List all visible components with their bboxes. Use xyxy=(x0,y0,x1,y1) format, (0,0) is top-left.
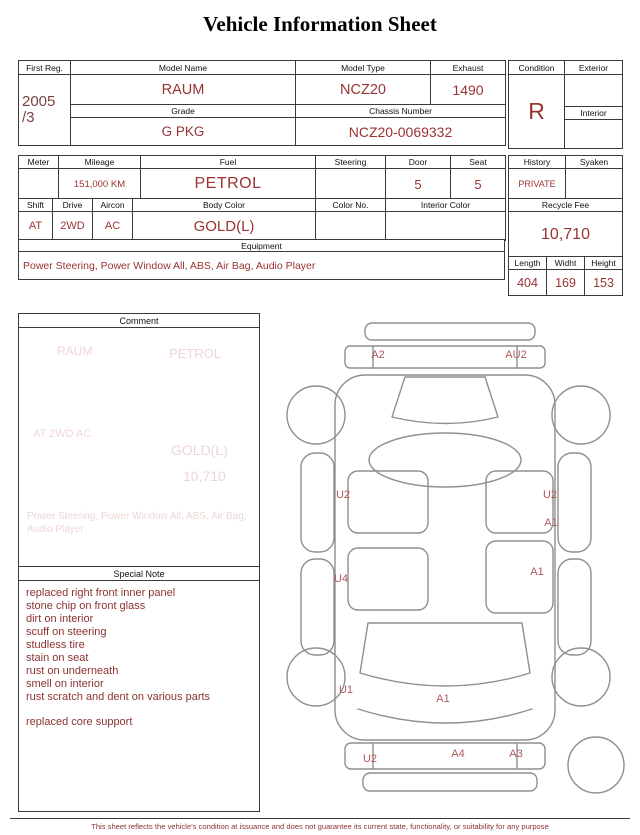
chassis-number-value: NCZ20-0069332 xyxy=(296,118,506,146)
first-reg-label: First Reg. xyxy=(19,61,71,75)
recycle-fee-value: 10,710 xyxy=(509,212,623,258)
wheel-rear-left xyxy=(287,648,345,706)
interior-value xyxy=(565,120,623,149)
condition-header-row xyxy=(509,61,623,75)
left-rear-door xyxy=(301,559,334,655)
damage-label: A4 xyxy=(451,748,465,760)
damage-label: AU2 xyxy=(505,349,527,361)
drive-value: 2WD xyxy=(53,212,93,241)
seat-mid-left xyxy=(348,548,428,610)
damage-label: A1 xyxy=(436,693,450,705)
fuel-value: PETROL xyxy=(141,169,316,200)
model-type-label: Model Type xyxy=(296,61,431,75)
shift-label: Shift xyxy=(19,199,53,212)
grade-value: G PKG xyxy=(71,118,296,146)
seat-label: Seat xyxy=(451,156,506,169)
interior-label: Interior xyxy=(565,107,623,120)
special-note-list xyxy=(19,581,259,729)
windshield xyxy=(369,433,521,487)
ghost-text: RAUM xyxy=(57,344,93,358)
dimensions-value-row xyxy=(509,270,623,296)
chassis-number-label: Chassis Number xyxy=(296,105,506,118)
damage-label: A1 xyxy=(544,517,558,529)
recycle-fee-value-row xyxy=(509,212,623,258)
comment-header: Comment xyxy=(19,314,259,328)
exterior-value xyxy=(565,75,623,107)
history-value-row xyxy=(509,169,623,199)
damage-label: A1 xyxy=(530,566,544,578)
syaken-value xyxy=(566,169,623,199)
hood-panel xyxy=(392,377,498,424)
special-note-item: smell on interior xyxy=(26,678,104,690)
fuel-label: Fuel xyxy=(141,156,316,169)
seat-value: 5 xyxy=(451,169,506,200)
damage-label: U1 xyxy=(338,684,354,696)
specs-a-header-row xyxy=(19,156,506,169)
damage-label: U4 xyxy=(333,573,349,585)
right-rear-door xyxy=(558,559,591,655)
ghost-text: 10,710 xyxy=(183,468,226,484)
equipment-label: Equipment xyxy=(19,240,505,252)
dimensions-header-row xyxy=(509,257,623,270)
history-table xyxy=(508,155,623,258)
ghost-text: PETROL xyxy=(169,346,222,361)
interior-color-value xyxy=(386,212,506,241)
ghost-text: Power Steering, Power Window All, ABS, Air Bag, Audio Player xyxy=(27,511,247,535)
width-label: Widht xyxy=(547,257,585,270)
damage-label: A3 xyxy=(509,748,523,760)
model-name-label: Model Name xyxy=(71,61,296,75)
history-value: PRIVATE xyxy=(509,169,566,199)
door-value: 5 xyxy=(386,169,451,200)
first-reg-month: /3 xyxy=(22,109,35,126)
grade-header-row xyxy=(19,105,506,118)
specs-a-value-row xyxy=(19,169,506,200)
special-note-item: dirt on interior xyxy=(26,613,94,625)
interior-color-label: Interior Color xyxy=(386,199,506,212)
damage-labels xyxy=(334,349,558,765)
special-note-item: stone chip on front glass xyxy=(26,600,146,612)
bottom-bumper xyxy=(363,773,537,791)
rear-bench xyxy=(360,623,530,686)
exhaust-label: Exhaust xyxy=(431,61,506,75)
damage-label: U2 xyxy=(362,753,378,765)
steering-label: Steering xyxy=(316,156,386,169)
aircon-label: Aircon xyxy=(93,199,133,212)
right-front-door xyxy=(558,453,591,552)
width-value: 169 xyxy=(547,270,585,296)
exterior-label: Exterior xyxy=(565,61,623,75)
dimensions-table xyxy=(508,256,623,296)
equipment-value: Power Steering, Power Window All, ABS, Air Bag, Audio Player xyxy=(19,252,505,280)
history-header-row xyxy=(509,156,623,169)
grade-value-row xyxy=(19,118,506,146)
specs-b-header-row xyxy=(19,199,506,212)
equipment-table xyxy=(18,239,505,280)
special-note-item: rust scratch and dent on various parts xyxy=(26,691,211,703)
exhaust-value: 1490 xyxy=(431,75,506,105)
mileage-label: Mileage xyxy=(59,156,141,169)
condition-label: Condition xyxy=(509,61,565,75)
grade-label: Grade xyxy=(71,105,296,118)
wheel-rear-right xyxy=(552,648,610,706)
left-front-door xyxy=(301,453,334,552)
car-damage-diagram xyxy=(262,313,630,813)
first-reg-value xyxy=(19,75,71,146)
info-value-row xyxy=(19,75,506,105)
damage-label: U2 xyxy=(335,489,351,501)
color-no-label: Color No. xyxy=(316,199,386,212)
special-note-item: stain on seat xyxy=(26,652,89,664)
seat-front-left xyxy=(348,471,428,533)
special-note-item: rust on underneath xyxy=(26,665,119,677)
mileage-value: 151,000 KM xyxy=(59,169,141,200)
equipment-value-row xyxy=(19,252,505,280)
ghost-text: GOLD(L) xyxy=(171,442,228,458)
special-note-item: replaced right front inner panel xyxy=(26,587,176,599)
top-bumper xyxy=(365,323,535,340)
height-label: Height xyxy=(585,257,623,270)
ghost-text: AT 2WD AC xyxy=(33,428,92,440)
specs-b-value-row xyxy=(19,212,506,241)
special-note-box xyxy=(18,566,260,812)
condition-value-row xyxy=(509,75,623,107)
special-note-header: Special Note xyxy=(19,567,259,581)
steering-value xyxy=(316,169,386,200)
recycle-fee-label: Recycle Fee xyxy=(509,199,623,212)
meter-label: Meter xyxy=(19,156,59,169)
car-body xyxy=(335,375,558,740)
special-note-item: scuff on steering xyxy=(26,626,107,638)
note-gap xyxy=(26,704,255,716)
car-diagram-svg xyxy=(262,313,630,813)
special-note-item: replaced core support xyxy=(26,716,133,728)
footer-disclaimer: This sheet reflects the vehicle's condition at issuance and does not guarantee its current state, functionality, or suitability for any purpose xyxy=(10,818,630,831)
info-header-row xyxy=(19,61,506,75)
height-value: 153 xyxy=(585,270,623,296)
shift-value: AT xyxy=(19,212,53,241)
spare-tire xyxy=(568,737,624,793)
recycle-fee-header-row xyxy=(509,199,623,212)
info-table xyxy=(18,60,506,146)
history-label: History xyxy=(509,156,566,169)
model-type-value: NCZ20 xyxy=(296,75,431,105)
specs-table-b xyxy=(18,198,506,241)
damage-label: A2 xyxy=(371,349,385,361)
comment-box xyxy=(18,313,260,567)
door-label: Door xyxy=(386,156,451,169)
length-value: 404 xyxy=(509,270,547,296)
syaken-label: Syaken xyxy=(566,156,623,169)
body-color-value: GOLD(L) xyxy=(133,212,316,241)
page-title: Vehicle Information Sheet xyxy=(203,12,437,36)
aircon-value: AC xyxy=(93,212,133,241)
condition-value: R xyxy=(509,75,565,149)
first-reg-year: 2005 xyxy=(22,93,56,110)
special-note-item: studless tire xyxy=(26,639,85,651)
car-outline xyxy=(287,323,624,793)
condition-table xyxy=(508,60,623,149)
meter-value xyxy=(19,169,59,200)
color-no-value xyxy=(316,212,386,241)
drive-label: Drive xyxy=(53,199,93,212)
equipment-header-row xyxy=(19,240,505,252)
damage-label: U2 xyxy=(542,489,558,501)
wheel-front-right xyxy=(552,386,610,444)
rear-window-line xyxy=(358,709,532,723)
length-label: Length xyxy=(509,257,547,270)
specs-table-a xyxy=(18,155,506,200)
body-color-label: Body Color xyxy=(133,199,316,212)
model-name-value: RAUM xyxy=(71,75,296,105)
